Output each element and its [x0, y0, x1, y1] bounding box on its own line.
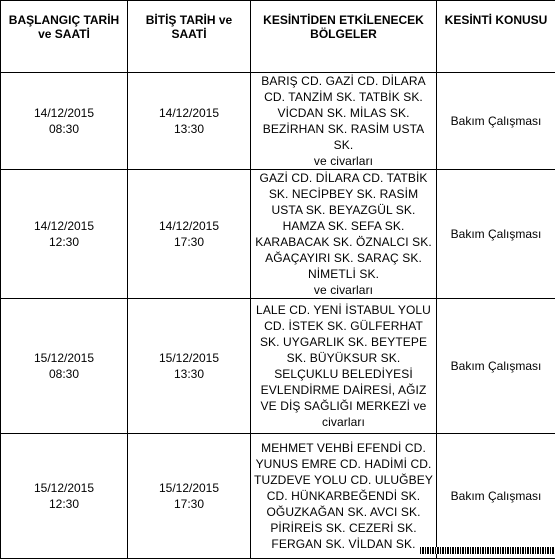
outage-topic: Bakım Çalışması — [451, 227, 542, 241]
start-datetime-cell — [1, 73, 128, 170]
barcode-strip — [420, 547, 555, 554]
topic-cell — [437, 73, 555, 170]
regions-cell — [251, 299, 437, 434]
end-time: 17:30 — [130, 496, 248, 512]
start-datetime-cell — [1, 434, 128, 559]
regions-list: MEHMET VEHBİ EFENDİ CD. YUNUS EMRE CD. HADİMİ CD. TUZDEVE YOLU CD. ULUĞBEY CD. HÜNKARBEĞENDİ SK. OĞUZKAĞAN SK. AVCI SK. PİRİREİS SK. CEZERİ SK. FERGAN SK. VİLDAN SK. — [253, 440, 434, 552]
start-datetime-cell — [1, 299, 128, 434]
table-row — [1, 434, 555, 559]
regions-cell — [251, 434, 437, 559]
end-time: 13:30 — [130, 366, 248, 382]
end-datetime-cell — [128, 434, 251, 559]
regions-list: GAZİ CD. DİLARA CD. TATBİK SK. NECİPBEY SK. RASİM USTA SK. BEYAZGÜL SK. HAMZA SK. SEFA SK. KARABACAK SK. ÖZNALCI SK. AĞAÇAYIRI SK. SARAÇ SK. NİMETLİ SK. — [253, 170, 434, 282]
start-datetime-cell — [1, 170, 128, 299]
end-datetime-cell — [128, 299, 251, 434]
start-time: 12:30 — [3, 234, 125, 250]
header-outage-topic — [437, 1, 555, 73]
start-time: 08:30 — [3, 366, 125, 382]
regions-suffix: ve civarları — [253, 153, 434, 169]
table-row — [1, 73, 555, 170]
outage-topic: Bakım Çalışması — [451, 114, 542, 128]
regions-list: LALE CD. YENİ İSTABUL YOLU CD. İSTEK SK. GÜLFERHAT SK. UYGARLIK SK. BEYTEPE SK. BÜYÜKSUR SK. SELÇUKLU BELEDİYESİ EVLENDİRME DAİRESİ, AĞIZ VE DİŞ SAĞLIĞI MERKEZİ ve — [253, 302, 434, 414]
end-date: 14/12/2015 — [130, 218, 248, 234]
end-time: 17:30 — [130, 234, 248, 250]
end-date: 15/12/2015 — [130, 480, 248, 496]
outage-topic: Bakım Çalışması — [451, 489, 542, 503]
regions-suffix: ve civarları — [253, 282, 434, 298]
table-row — [1, 170, 555, 299]
end-time: 13:30 — [130, 121, 248, 137]
regions-cell — [251, 170, 437, 299]
header-regions-label: KESİNTİDEN ETKİLENECEK BÖLGELER — [263, 13, 424, 41]
regions-cell — [251, 73, 437, 170]
regions-list: BARIŞ CD. GAZİ CD. DİLARA CD. TANZİM SK. TATBİK SK. VİCDAN SK. MİLAS SK. BEZİRHAN SK. RASİM USTA SK. — [253, 73, 434, 153]
outage-topic: Bakım Çalışması — [451, 359, 542, 373]
topic-cell — [437, 170, 555, 299]
start-date: 15/12/2015 — [3, 350, 125, 366]
start-date: 14/12/2015 — [3, 218, 125, 234]
table-row — [1, 299, 555, 434]
start-date: 15/12/2015 — [3, 480, 125, 496]
header-end-label: BİTİŞ TARİH ve SAATİ — [146, 13, 232, 41]
topic-cell — [437, 299, 555, 434]
end-date: 14/12/2015 — [130, 105, 248, 121]
start-time: 08:30 — [3, 121, 125, 137]
topic-cell — [437, 434, 555, 559]
start-date: 14/12/2015 — [3, 105, 125, 121]
header-affected-regions — [251, 1, 437, 73]
end-datetime-cell — [128, 73, 251, 170]
end-date: 15/12/2015 — [130, 350, 248, 366]
header-row — [1, 1, 555, 73]
header-start-label: BAŞLANGIÇ TARİH ve SAATİ — [9, 13, 119, 41]
start-time: 12:30 — [3, 496, 125, 512]
header-end-datetime — [128, 1, 251, 73]
header-start-datetime — [1, 1, 128, 73]
regions-suffix: civarları — [253, 414, 434, 430]
end-datetime-cell — [128, 170, 251, 299]
header-topic-label: KESİNTİ KONUSU — [445, 13, 548, 27]
